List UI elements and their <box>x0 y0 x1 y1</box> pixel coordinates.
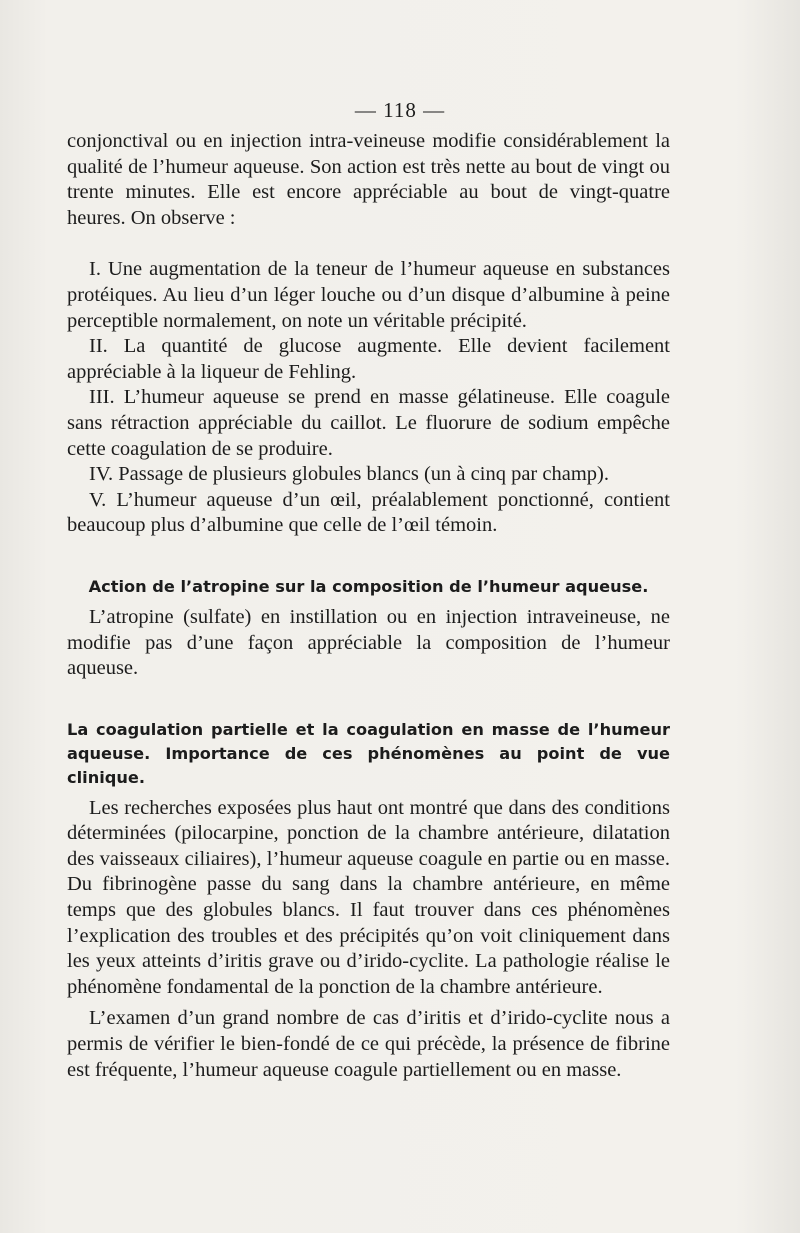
list-item-4: IV. Passage de plusieurs globules blancs (un à cinq par champ). <box>89 463 609 486</box>
section-heading-coagulation: La coagulation partielle et la coagulation en masse de l’humeur aqueuse. Importance de ces phénomènes au point de vue clinique. <box>67 719 670 787</box>
page-number: — 118 — <box>354 98 446 122</box>
paragraph-continuation: conjonctival ou en injection intra-veineuse modifie considérablement la qualité de l’humeur aqueuse. Son action est très nette au bout de vingt ou trente minutes. Elle est encore appréciable au bout de vingt-quatre heures. On observe : <box>67 130 670 229</box>
list-item-1: I. Une augmentation de la teneur de l’humeur aqueuse en substances protéiques. Au lieu d’un léger louche ou d’un disque d’albumine à peine perceptible normalement, on note un véritable précipité. <box>67 258 670 332</box>
paragraph-atropine: L’atropine (sulfate) en instillation ou en injection intraveineuse, ne modifie pas d’une façon appréciable la composition de l’humeur aqueuse. <box>67 605 670 680</box>
list-item-5: V. L’humeur aqueuse d’un œil, préalablement ponctionné, contient beaucoup plus d’albumine que celle de l’œil témoin. <box>67 488 670 537</box>
list-item-3: III. L’humeur aqueuse se prend en masse gélatineuse. Elle coagule sans rétraction appréciable du caillot. Le fluorure de sodium empêche cette coagulation de se produire. <box>67 386 670 460</box>
paragraph-examination: L’examen d’un grand nombre de cas d’iritis et d’irido-cyclite nous a permis de vérifier le bien-fondé de ce qui précède, la présence de fibrine est fréquente, l’humeur aqueuse coagule partiellement ou en masse. <box>67 1007 670 1081</box>
page-body <box>67 129 670 1083</box>
list-item-2: II. La quantité de glucose augmente. Elle devient facilement appréciable à la liqueur de Fehling. <box>67 335 670 383</box>
section-heading-atropine: Action de l’atropine sur la composition de l’humeur aqueuse. <box>88 576 649 596</box>
paragraph-research: Les recherches exposées plus haut ont montré que dans des conditions déterminées (pilocarpine, ponction de la chambre antérieure, dilatation des vaisseaux ciliaires), l’humeur aqueuse coagule en partie ou en masse. Du fibrinogène passe du sang dans la chambre antérieure, en même temps que des globules blancs. Il faut trouver dans ces phénomènes l’explication des troubles et des précipités qu’on voit cliniquement dans les yeux atteints d’iritis grave ou d’irido-cyclite. La pathologie réalise le phénomène fondamental de la ponction de la chambre antérieure. <box>67 796 670 998</box>
